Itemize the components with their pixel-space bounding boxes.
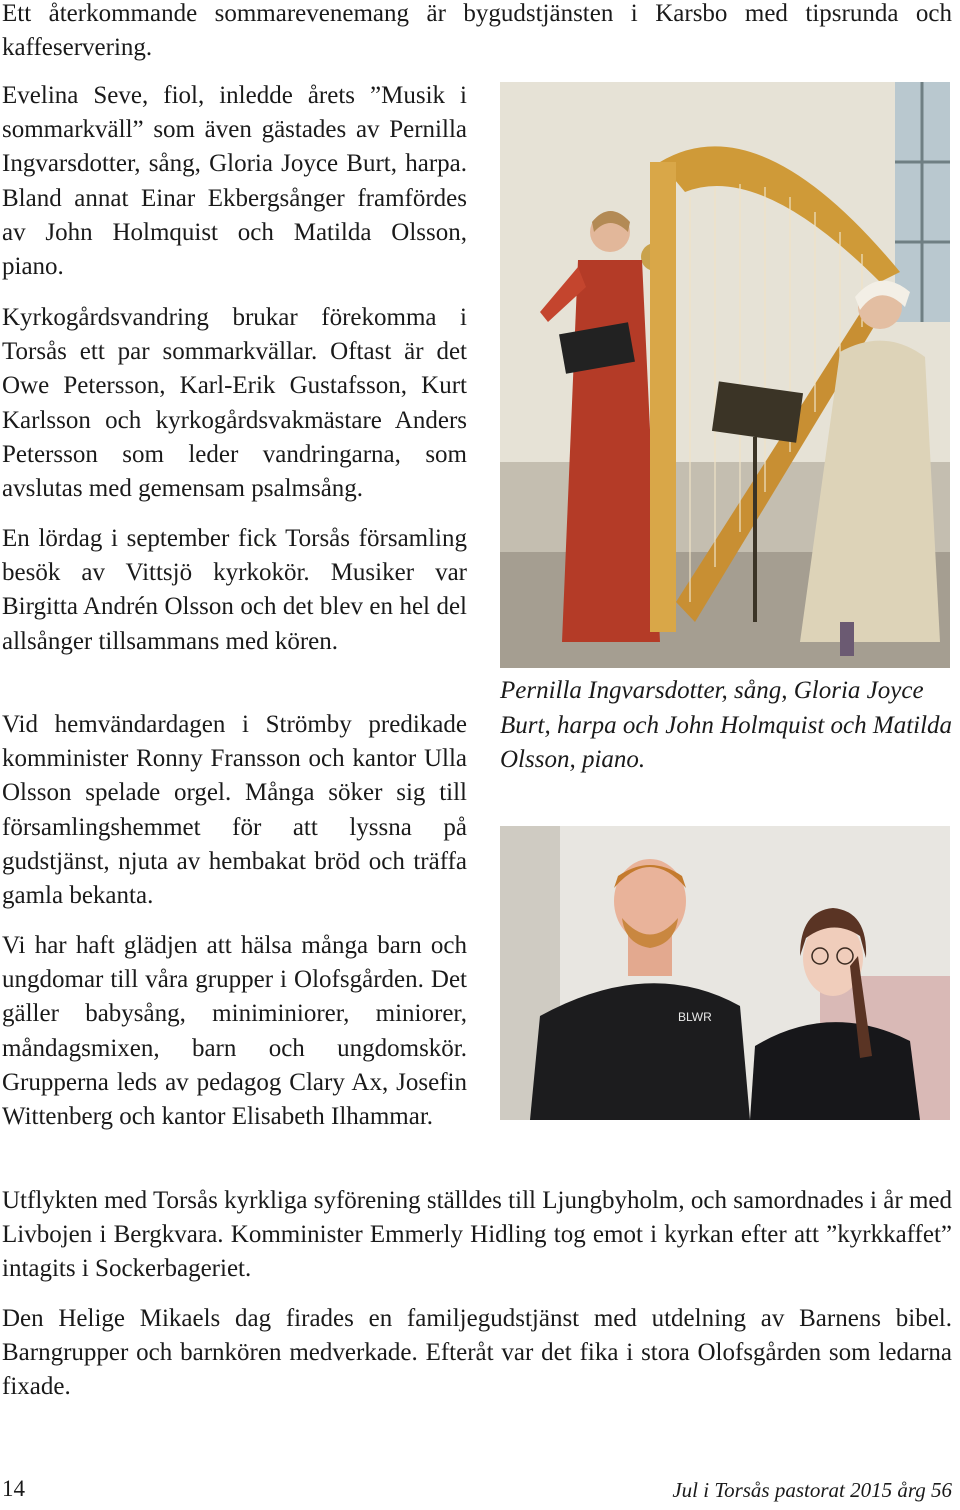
paragraph-karsbo: Ett återkommande sommarevenemang är bygudstjänsten i Karsbo med tipsrunda och kaffeservering. [2, 0, 952, 62]
page-number: 14 [2, 1476, 25, 1501]
harp-concert-photo [500, 82, 950, 668]
paragraph-hemvandardagen: Vid hemvändardagen i Strömby predikade komminister Ronny Fransson och kantor Ulla Olsson spelade orgel. Många söker sig till församlingshemmet för att lyssna på gudstjänst, njuta av hembakat bröd och träffa gamla bekanta. [2, 711, 467, 910]
harp-concert-illustration [500, 82, 950, 668]
paragraph-musik-sommarkvall: Evelina Seve, fiol, inledde årets ”Musik i sommarkväll” som även gästades av Pernilla Ingvarsdotter, sång, Gloria Joyce Burt, harpa. Bland annat Einar Ekbergsånger framfördes av John Holmquist och Matilda Olsson, piano. [2, 82, 467, 281]
harp-photo-caption: Pernilla Ingvarsdotter, sång, Gloria Joyce Burt, harpa och John Holmquist och Matilda Olsson, piano. [500, 677, 953, 773]
paragraph-barngrupper: Vi har haft glädjen att hälsa många barn och ungdomar till våra grupper i Olofsgården. Det gäller babysång, miniminiorer, miniorer, måndagsmixen, barn och ungdomskör. Grupperna leds av pedagog Clary Ax, Josefin Wittenberg och kantor Elisabeth Ilhammar. [2, 932, 467, 1131]
musicians-illustration [500, 826, 950, 1120]
publication-footer: Jul i Torsås pastorat 2015 årg 56 [672, 1478, 952, 1502]
musicians-photo [500, 826, 950, 1120]
paragraph-vittsjo: En lördag i september fick Torsås församling besök av Vittsjö kyrkokör. Musiker var Birgitta Andrén Olsson och det blev en hel del allsånger tillsammans med kören. [2, 525, 467, 655]
paragraph-mikaels-dag: Den Helige Mikaels dag firades en familjegudstjänst med utdelning av Barnens bibel. Barngrupper och barnkören medverkade. Efteråt var det fika i stora Olofsgården som ledarna fixade. [2, 1305, 952, 1401]
paragraph-kyrkogardsvandring: Kyrkogårdsvandring brukar förekomma i Torsås ett par sommarkvällar. Oftast är det Owe Petersson, Karl-Erik Gustafsson, Kurt Karlsson och kyrkogårdsvakmästare Anders Petersson som leder vandringarna, som avslutas med gemensam psalmsång. [2, 304, 467, 503]
paragraph-utflykten: Utflykten med Torsås kyrkliga syförening ställdes till Ljungbyholm, och samordnades i år med Livbojen i Bergkvara. Komminister Emmerly Hidling tog emot i kyrkan efter att ”kyrkkaffet” intagits i Sockerbageriet. [2, 1187, 952, 1283]
shirt-logo: BLWR [678, 1010, 712, 1024]
